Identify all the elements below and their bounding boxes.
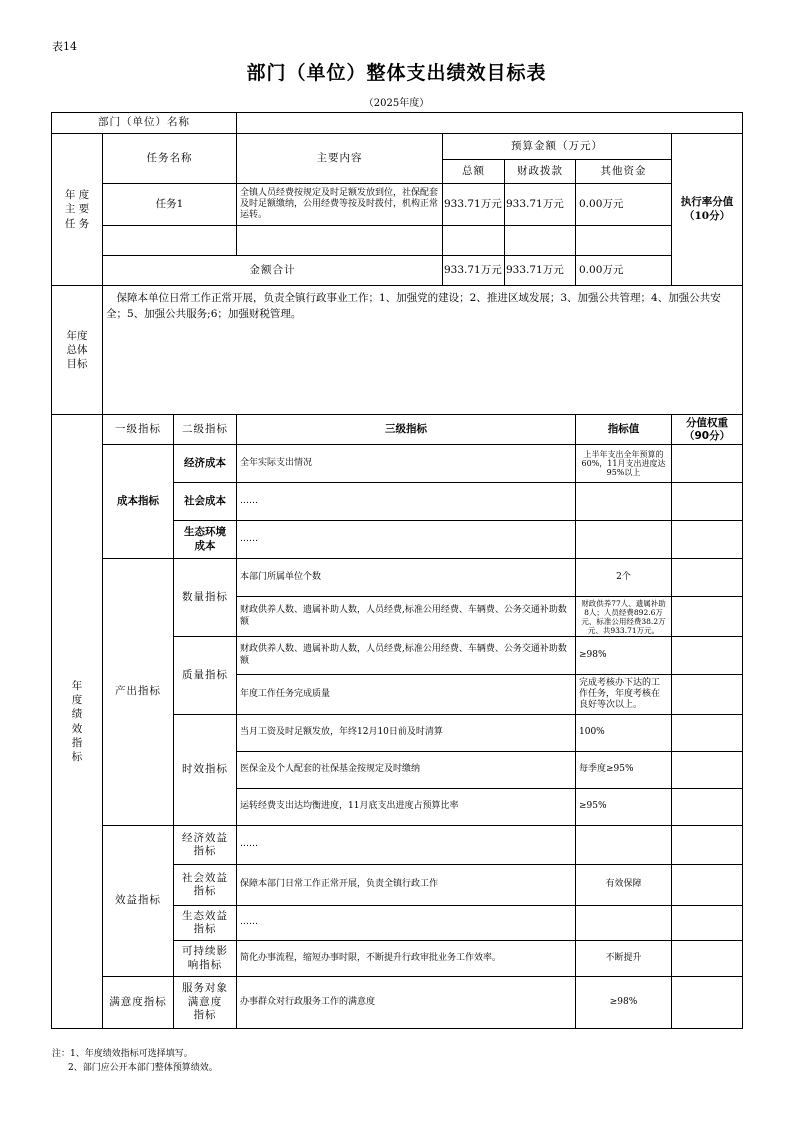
task-other: 0.00万元 — [576, 184, 672, 226]
level3-indicator: 本部门所属单位个数 — [237, 559, 576, 597]
task-content: 全镇人员经费按规定及时足额发放到位，社保配套及时足额缴纳，公用经费等按及时拨付，机构正常运转。 — [237, 184, 443, 226]
dept-name-label: 部门（单位）名称 — [52, 113, 237, 134]
table-number: 表14 — [52, 40, 77, 53]
footnote: 2、部门应公开本部门整体预算绩效。 — [68, 1063, 218, 1073]
quantity-indicator-label: 数量指标 — [174, 559, 237, 637]
timeliness-indicator-label: 时效指标 — [174, 715, 237, 826]
social-cost-label: 社会成本 — [174, 483, 237, 521]
output-indicator-label: 产出指标 — [103, 559, 174, 826]
indicator-value-header: 指标值 — [576, 415, 672, 445]
level3-indicator: …… — [237, 906, 576, 941]
task-other — [576, 226, 672, 256]
indicator-value — [576, 906, 672, 941]
performance-indicators-label: 年 度 绩 效 指 标 — [52, 415, 103, 1029]
weight-cell — [672, 789, 743, 826]
sum-fiscal: 933.71万元 — [505, 256, 576, 286]
benefit-indicator-label: 效益指标 — [103, 826, 174, 977]
level3-indicator: 保障本部门日常工作正常开展，负责全镇行政工作 — [237, 865, 576, 906]
sum-label: 金额合计 — [103, 256, 443, 286]
indicator-value: ≥98% — [576, 637, 672, 675]
indicator-value: 财政供养77人、遗属补助8人；人员经费892.6万元、标准公用经费38.2万元、共933.71万元。 — [576, 597, 672, 637]
level3-indicator: 当月工资及时足额发放，年终12月10日前及时清算 — [237, 715, 576, 752]
weight-cell — [672, 521, 743, 559]
indicator-value — [576, 483, 672, 521]
indicator-value: 100% — [576, 715, 672, 752]
annual-tasks-label: 年 度 主 要 任 务 — [52, 134, 103, 286]
budget-header: 预算金额（万元） — [443, 134, 672, 160]
weight-cell — [672, 675, 743, 715]
task-content — [237, 226, 443, 256]
eco-cost-label: 生态环境 成本 — [174, 521, 237, 559]
annual-goal-label: 年度 总体 目标 — [52, 286, 103, 415]
level3-indicator: …… — [237, 521, 576, 559]
level3-indicator: 办事群众对行政服务工作的满意度 — [237, 977, 576, 1029]
level3-header: 三级指标 — [237, 415, 576, 445]
task-fiscal: 933.71万元 — [505, 184, 576, 226]
economic-cost-label: 经济成本 — [174, 445, 237, 483]
weight-cell — [672, 483, 743, 521]
task-name — [103, 226, 237, 256]
footnote: 注：1、年度绩效指标可选择填写。 — [52, 1049, 193, 1059]
level3-indicator: 运转经费支出达均衡进度，11月底支出进度占预算比率 — [237, 789, 576, 826]
indicator-value: 完成考核办下达的工作任务，年度考核在良好等次以上。 — [576, 675, 672, 715]
level2-header: 二级指标 — [174, 415, 237, 445]
weight-header: 分值权重 （90分） — [672, 415, 743, 445]
indicator-value — [576, 521, 672, 559]
indicator-value: 不断提升 — [576, 941, 672, 977]
indicator-value: 有效保障 — [576, 865, 672, 906]
weight-cell — [672, 445, 743, 483]
footnotes — [52, 1047, 218, 1075]
quality-indicator-label: 质量指标 — [174, 637, 237, 715]
level1-header: 一级指标 — [103, 415, 174, 445]
annual-goal-text: 保障本单位日常工作正常开展，负责全镇行政事业工作；1、加强党的建设；2、推进区域发展；3、加强公共管理；4、加强公共安全；5、加强公共服务;6；加强财税管理。 — [103, 286, 743, 415]
level3-indicator: 财政供养人数、遗属补助人数，人员经费,标准公用经费、车辆费、公务交通补助数额 — [237, 597, 576, 637]
weight-cell — [672, 906, 743, 941]
level3-indicator: 年度工作任务完成质量 — [237, 675, 576, 715]
level3-indicator: …… — [237, 483, 576, 521]
performance-goal-table — [51, 112, 743, 1029]
task-total: 933.71万元 — [443, 184, 505, 226]
indicator-value: ≥98% — [576, 977, 672, 1029]
task-name: 任务1 — [103, 184, 237, 226]
budget-fiscal-header: 财政拨款 — [505, 160, 576, 184]
indicator-value: ≥95% — [576, 789, 672, 826]
weight-cell — [672, 559, 743, 597]
dept-name-value — [237, 113, 743, 134]
weight-cell — [672, 752, 743, 789]
service-satisfaction-label: 服务对象 满意度 指标 — [174, 977, 237, 1029]
task-total — [443, 226, 505, 256]
economic-benefit-label: 经济效益 指标 — [174, 826, 237, 865]
weight-cell — [672, 941, 743, 977]
indicator-value: 上半年支出全年预算的60%，11月支出进度达95%以上 — [576, 445, 672, 483]
weight-cell — [672, 865, 743, 906]
cost-indicator-label: 成本指标 — [103, 445, 174, 559]
indicator-value — [576, 826, 672, 865]
budget-other-header: 其他资金 — [576, 160, 672, 184]
weight-cell — [672, 597, 743, 637]
sustainability-label: 可持续影 响指标 — [174, 941, 237, 977]
level3-indicator: 简化办事流程，缩短办事时限，不断提升行政审批业务工作效率。 — [237, 941, 576, 977]
task-name-header: 任务名称 — [103, 134, 237, 184]
indicator-value: 每季度≥95% — [576, 752, 672, 789]
social-benefit-label: 社会效益 指标 — [174, 865, 237, 906]
level3-indicator: 医保金及个人配套的社保基金按规定及时缴纳 — [237, 752, 576, 789]
weight-cell — [672, 715, 743, 752]
sum-total: 933.71万元 — [443, 256, 505, 286]
execution-score-header: 执行率分值 （10分） — [672, 134, 743, 286]
level3-indicator: …… — [237, 826, 576, 865]
level3-indicator: 全年实际支出情况 — [237, 445, 576, 483]
indicator-value: 2个 — [576, 559, 672, 597]
page-title: 部门（单位）整体支出绩效目标表 — [246, 62, 547, 84]
weight-cell — [672, 637, 743, 675]
weight-cell — [672, 977, 743, 1029]
weight-cell — [672, 826, 743, 865]
task-content-header: 主要内容 — [237, 134, 443, 184]
level3-indicator: 财政供养人数、遗属补助人数，人员经费,标准公用经费、车辆费、公务交通补助数额 — [237, 637, 576, 675]
eco-benefit-label: 生态效益 指标 — [174, 906, 237, 941]
satisfaction-indicator-label: 满意度指标 — [103, 977, 174, 1029]
task-fiscal — [505, 226, 576, 256]
fiscal-year: （2025年度） — [363, 98, 430, 109]
sum-other: 0.00万元 — [576, 256, 672, 286]
budget-total-header: 总额 — [443, 160, 505, 184]
